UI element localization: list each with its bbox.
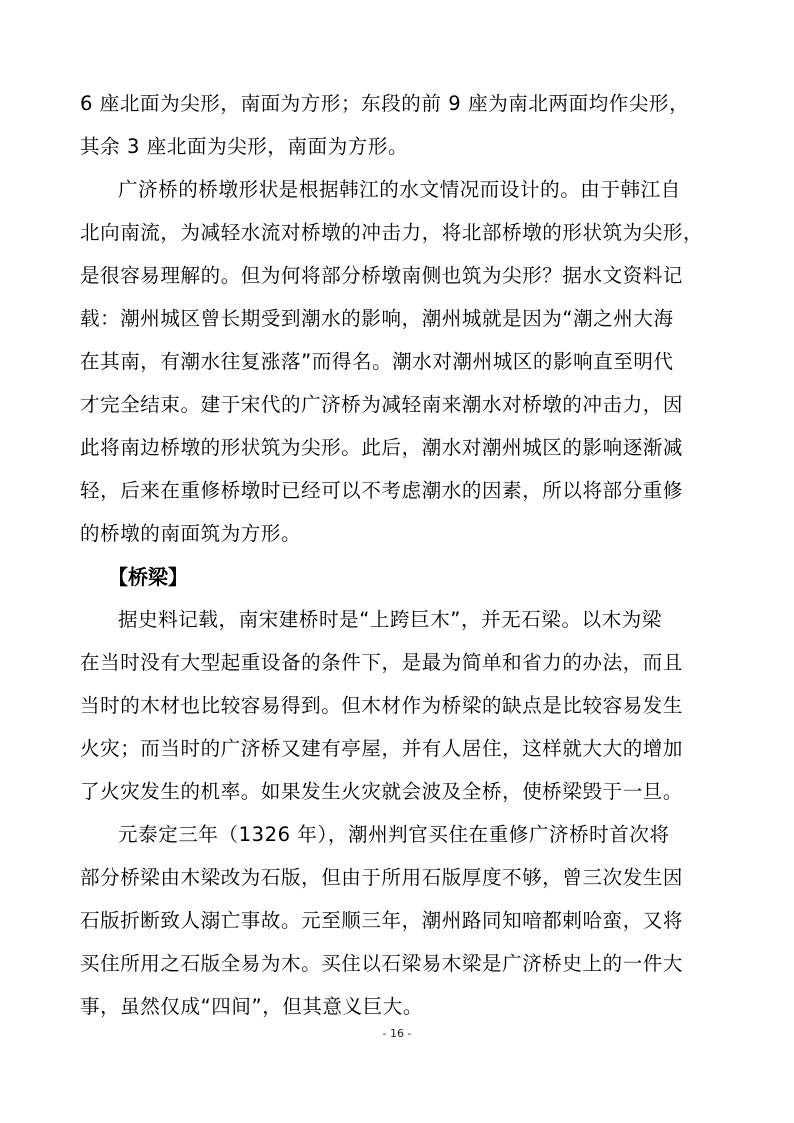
text-line: 买住所用之石版全易为木。买住以石梁易木梁是广济桥史上的一件大 <box>80 952 684 975</box>
text-line: 了火灾发生的机率。如果发生火灾就会波及全桥，使桥梁毁于一旦。 <box>80 780 684 803</box>
text-line: 当时的木材也比较容易得到。但木材作为桥梁的缺点是比较容易发生 <box>80 694 684 717</box>
text-line: 才完全结束。建于宋代的广济桥为减轻南来潮水对桥墩的冲击力，因 <box>80 393 684 416</box>
text-line: 广济桥的桥墩形状是根据韩江的水文情况而设计的。由于韩江自 <box>118 178 681 201</box>
section-heading: 【桥梁】 <box>108 565 188 589</box>
text-line: 元泰定三年（1326 年），潮州判官买住在重修广济桥时首次将 <box>118 823 670 846</box>
text-line: 载：潮州城区曾长期受到潮水的影响，潮州城就是因为“潮之州大海 <box>80 307 674 330</box>
text-line: 在当时没有大型起重设备的条件下，是最为简单和省力的办法，而且 <box>80 651 684 674</box>
text-line: 部分桥梁由木梁改为石版，但由于所用石版厚度不够，曾三次发生因 <box>80 866 684 889</box>
text-line: 其余 3 座北面为尖形，南面为方形。 <box>80 135 409 158</box>
text-line: 此将南边桥墩的形状筑为尖形。此后，潮水对潮州城区的影响逐渐减 <box>80 436 684 459</box>
text-line: 轻，后来在重修桥墩时已经可以不考虑潮水的因素，所以将部分重修 <box>80 479 684 502</box>
text-line: 的桥墩的南面筑为方形。 <box>80 522 302 545</box>
text-line: 在其南，有潮水往复涨落”而得名。潮水对潮州城区的影响直至明代 <box>80 350 674 373</box>
text-line: 火灾；而当时的广济桥又建有亭屋，并有人居住，这样就大大的增加 <box>80 737 684 760</box>
text-line: 是很容易理解的。但为何将部分桥墩南侧也筑为尖形？据水文资料记 <box>80 264 684 287</box>
text-line: 石版折断致人溺亡事故。元至顺三年，潮州路同知喑都剌哈蛮，又将 <box>80 909 684 932</box>
page-number: - 16 - <box>382 1027 412 1040</box>
text-line: 据史料记载，南宋建桥时是“上跨巨木”，并无石梁。以木为梁 <box>118 608 663 631</box>
text-line: 北向南流，为减轻水流对桥墩的冲击力，将北部桥墩的形状筑为尖形， <box>80 221 704 244</box>
text-line: 事，虽然仅成“四间”，但其意义巨大。 <box>80 995 424 1018</box>
text-line: 6 座北面为尖形，南面为方形；东段的前 9 座为南北两面均作尖形， <box>80 92 690 115</box>
